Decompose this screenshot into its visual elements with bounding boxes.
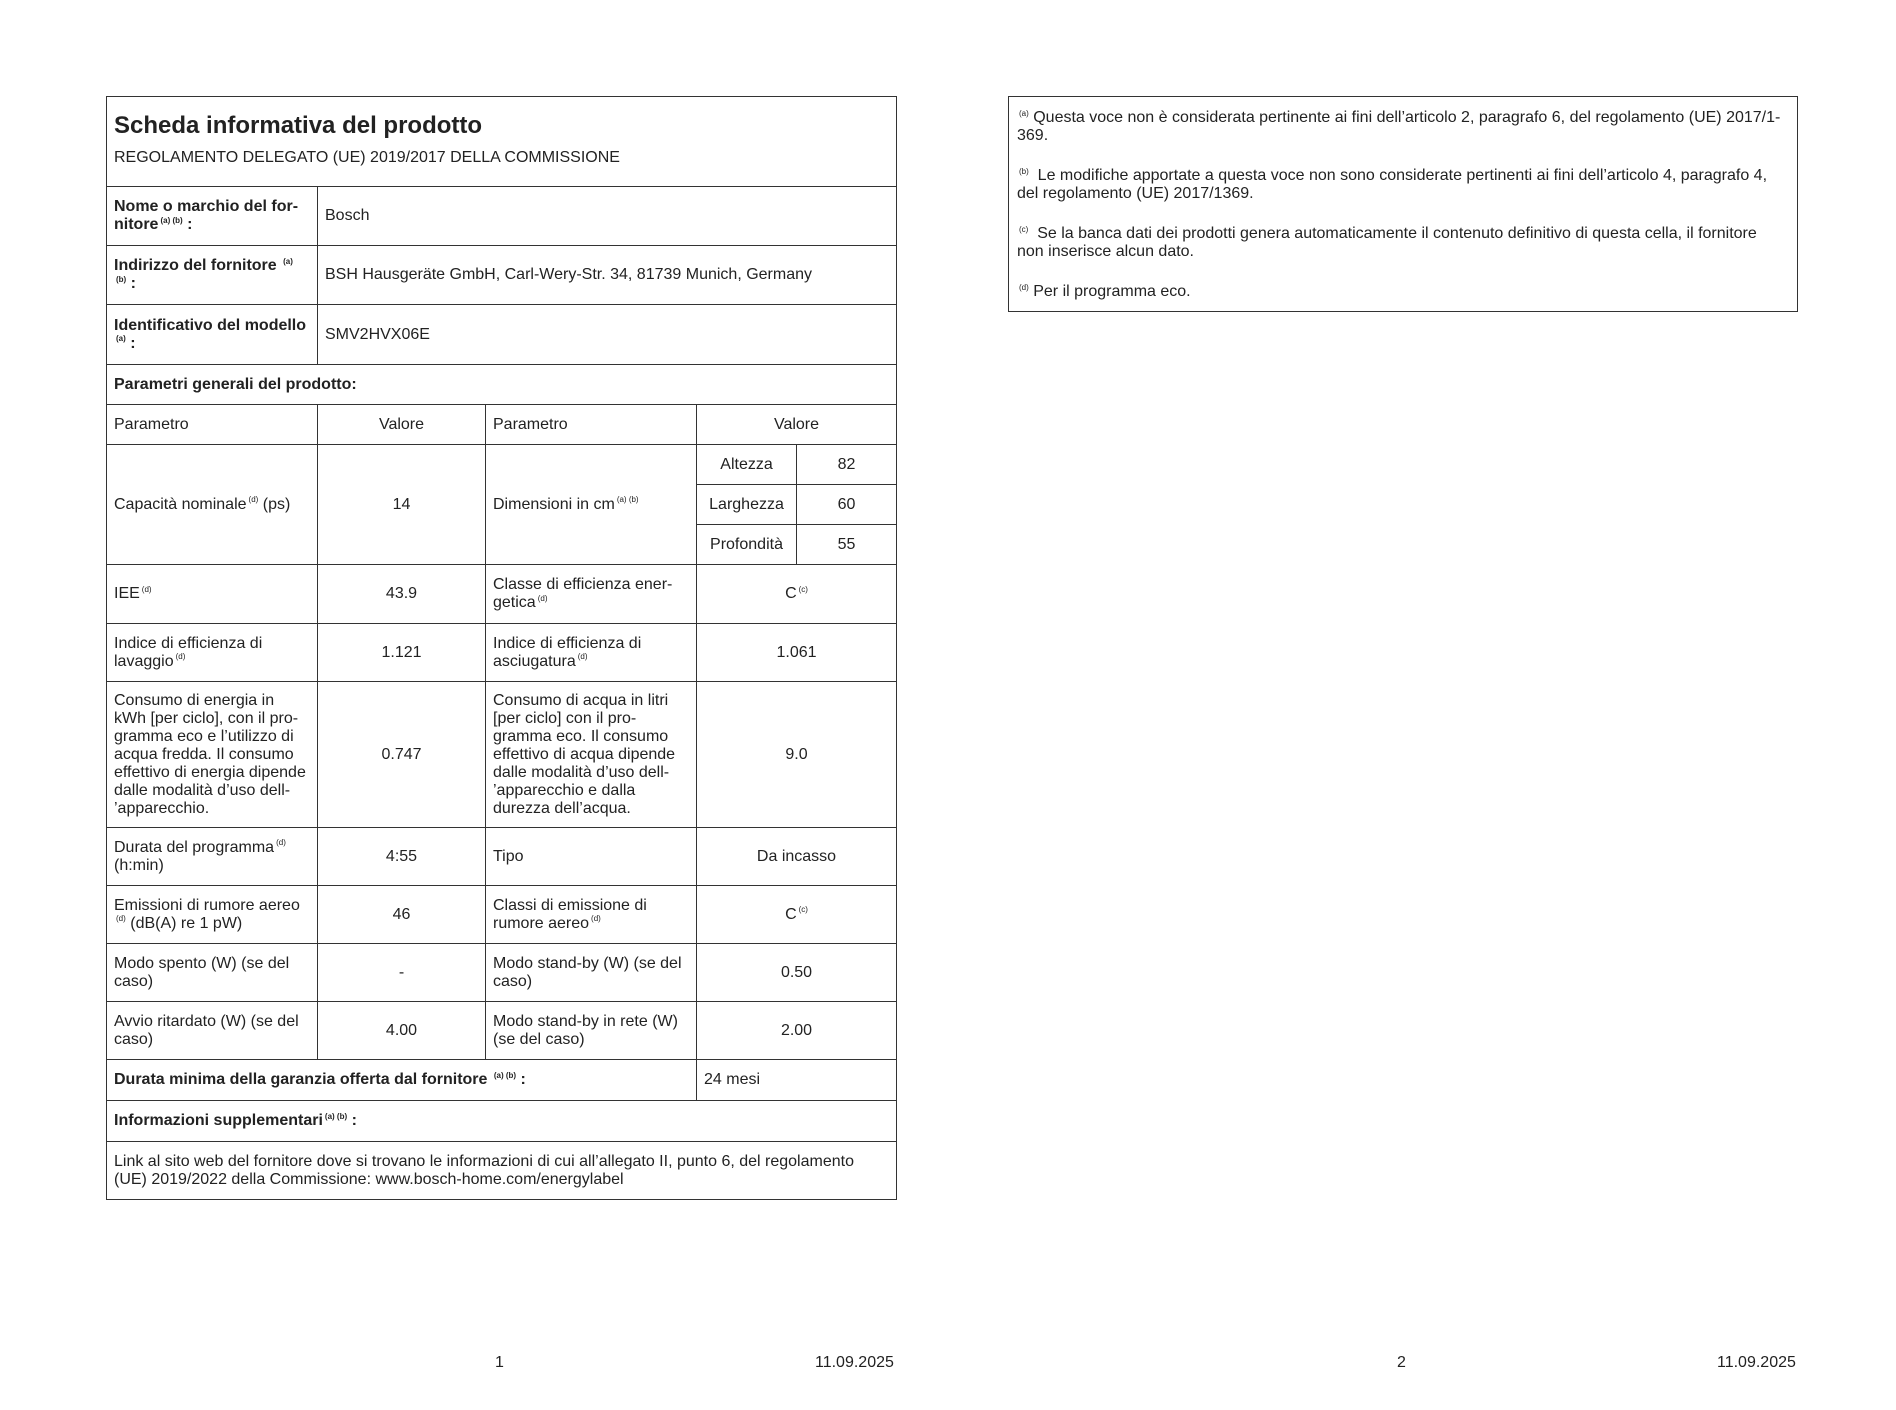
supplier-value: Bosch xyxy=(318,187,897,246)
capacity-label: Capacità nominale $^{(d)}$ (ps) xyxy=(107,445,318,565)
width-label: Larghezza xyxy=(697,485,797,525)
duration-label: Durata del programma $^{(d)}$ (h:min) xyxy=(107,828,318,886)
product-info-table xyxy=(106,96,897,1200)
height-value: 82 xyxy=(797,445,897,485)
standby-value: 0.50 xyxy=(697,944,897,1002)
noise-class-value: C $^{(c)}$ xyxy=(697,886,897,944)
wash-index-label: Indice di efficienza di lavaggio $^{(d)}$ xyxy=(107,624,318,682)
model-value: SMV2HVX06E xyxy=(318,305,897,365)
product-sheet xyxy=(106,96,897,1200)
model-label: Identificativo del modello $^{(a)}$ : xyxy=(107,305,318,365)
wash-index-value: 1.121 xyxy=(318,624,486,682)
energy-class-value: C $^{(c)}$ xyxy=(697,565,897,624)
warranty-label: Durata minima della garanzia offerta dal fornitore $^{(a) (b)}$ : xyxy=(107,1060,697,1101)
page-title: Scheda informativa del prodotto xyxy=(114,111,483,139)
footnotes-box xyxy=(1008,96,1798,312)
height-label: Altezza xyxy=(697,445,797,485)
col-header-param2: Parametro xyxy=(486,405,697,445)
footer-date-1: 11.09.2025 xyxy=(815,1354,894,1371)
noise-label: Emissioni di rumore aereo $^{(d)}$ (dB(A) re 1 pW) xyxy=(107,886,318,944)
duration-value: 4:55 xyxy=(318,828,486,886)
warranty-value: 24 mesi xyxy=(697,1060,897,1101)
depth-label: Profondità xyxy=(697,525,797,565)
delay-start-label: Avvio ritardato (W) (se del caso) xyxy=(107,1002,318,1060)
sheet-header-cell xyxy=(107,97,897,187)
noise-value: 46 xyxy=(318,886,486,944)
energy-consumption-label: Consumo di energia in kWh [per ciclo], con il pro- gramma eco e l’utilizzo di acqua fredda. Il consumo effettivo di energia dipende dalle modalità d’uso dell- ’apparecchio. xyxy=(107,682,318,828)
additional-info-link-text: Link al sito web del fornitore dove si trovano le informazioni di cui all’allegato II, punto 6, del regolamento (UE) 2019/2022 della Commissione: www.bosch-home.com/energylabel xyxy=(107,1142,897,1200)
width-value: 60 xyxy=(797,485,897,525)
depth-value: 55 xyxy=(797,525,897,565)
type-value: Da incasso xyxy=(697,828,897,886)
energy-consumption-value: 0.747 xyxy=(318,682,486,828)
regulation-text: REGOLAMENTO DELEGATO (UE) 2019/2017 DELLA COMMISSIONE xyxy=(114,148,620,166)
off-mode-value: - xyxy=(318,944,486,1002)
type-label: Tipo xyxy=(486,828,697,886)
noise-class-label: Classi di emissione di rumore aereo $^{(d)}$ xyxy=(486,886,697,944)
general-params-header: Parametri generali del prodotto: xyxy=(107,365,897,405)
address-value: BSH Hausgeräte GmbH, Carl-Wery-Str. 34, 81739 Munich, Germany xyxy=(318,246,897,305)
page-number-2: 2 xyxy=(1397,1354,1406,1371)
col-header-param1: Parametro xyxy=(107,405,318,445)
supplier-label: Nome o marchio del for- nitore $^{(a) (b)}$ : xyxy=(107,187,318,246)
capacity-value: 14 xyxy=(318,445,486,565)
water-consumption-label: Consumo di acqua in litri [per ciclo] con il pro- gramma eco. Il consumo effettivo di acqua dipende dalle modalità d’uso dell- ’apparecchio e dalla durezza dell’acqua. xyxy=(486,682,697,828)
footer-date-2: 11.09.2025 xyxy=(1717,1354,1796,1371)
address-label: Indirizzo del fornitore $^{(a)}$ $^{(b)}$ : xyxy=(107,246,318,305)
delay-start-value: 4.00 xyxy=(318,1002,486,1060)
standby-label: Modo stand-by (W) (se del caso) xyxy=(486,944,697,1002)
dry-index-label: Indice di efficienza di asciugatura $^{(d)}$ xyxy=(486,624,697,682)
additional-info-label: Informazioni supplementari $^{(a) (b)}$ : xyxy=(107,1101,897,1142)
network-standby-value: 2.00 xyxy=(697,1002,897,1060)
iee-value: 43.9 xyxy=(318,565,486,624)
dimensions-label: Dimensioni in cm $^{(a) (b)}$ xyxy=(486,445,697,565)
footnote-b: $^{(b)}$ Le modifiche apportate a questa voce non sono considerate pertinenti ai fini dell’articolo 4, paragrafo 4, del regolamento (UE) 2017/1369. xyxy=(1017,166,1768,202)
iee-label: IEE $^{(d)}$ xyxy=(107,565,318,624)
network-standby-label: Modo stand-by in rete (W) (se del caso) xyxy=(486,1002,697,1060)
footnote-d: $^{(d)}$ Per il programma eco. xyxy=(1019,282,1191,300)
col-header-value2: Valore xyxy=(697,405,897,445)
col-header-value1: Valore xyxy=(318,405,486,445)
energy-class-label: Classe di efficienza ener- getica $^{(d)}$ xyxy=(486,565,697,624)
footnote-c: $^{(c)}$ Se la banca dati dei prodotti genera automaticamente il contenuto definitivo di questa cella, il fornitore non inserisce alcun dato. xyxy=(1017,224,1757,260)
page-number-1: 1 xyxy=(495,1354,504,1371)
off-mode-label: Modo spento (W) (se del caso) xyxy=(107,944,318,1002)
water-consumption-value: 9.0 xyxy=(697,682,897,828)
footnote-a: $^{(a)}$ Questa voce non è considerata pertinente ai fini dell’articolo 2, paragrafo 6, del regolamento (UE) 2017/1- 369. xyxy=(1017,108,1781,144)
dry-index-value: 1.061 xyxy=(697,624,897,682)
